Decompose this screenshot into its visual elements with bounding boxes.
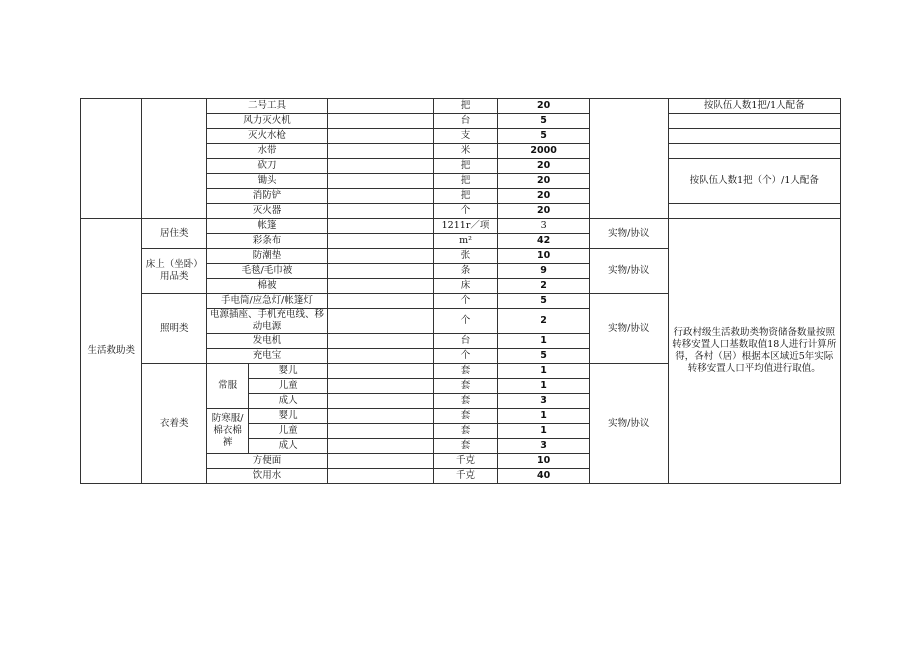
item-qty: 2 (498, 279, 590, 294)
item-name: 儿童 (249, 379, 328, 394)
item-name: 婴儿 (249, 364, 328, 379)
item-name: 儿童 (249, 424, 328, 439)
item-unit: 个 (433, 294, 498, 309)
subcategory-label: 居住类 (142, 219, 207, 249)
supply-method: 实物/协议 (589, 364, 668, 484)
item-unit: 米 (433, 144, 498, 159)
item-name: 婴儿 (249, 409, 328, 424)
spec-cell (327, 99, 433, 114)
item-name: 毛毯/毛巾被 (206, 264, 327, 279)
item-name: 灭火器 (206, 204, 327, 219)
item-unit: m² (433, 234, 498, 249)
subcategory-label: 衣着类 (142, 364, 207, 484)
item-qty: 10 (498, 249, 590, 264)
spec-cell (327, 249, 433, 264)
item-unit: 千克 (433, 469, 498, 484)
group-label: 防寒服/棉衣棉裤 (206, 409, 248, 454)
spec-cell (327, 144, 433, 159)
item-qty: 3 (498, 439, 590, 454)
item-name: 手电筒/应急灯/帐篷灯 (206, 294, 327, 309)
tool-note: 按队伍人数1把/1人配备 (668, 99, 840, 114)
item-qty: 20 (498, 204, 590, 219)
item-qty: 20 (498, 174, 590, 189)
item-unit: 把 (433, 99, 498, 114)
item-qty: 42 (498, 234, 590, 249)
item-qty: 1 (498, 364, 590, 379)
category-cell-empty (81, 99, 142, 219)
item-name: 消防铲 (206, 189, 327, 204)
item-qty: 5 (498, 349, 590, 364)
tool-note: 按队伍人数1把（个）/1人配备 (668, 159, 840, 204)
method-cell-empty (589, 99, 668, 219)
item-qty: 5 (498, 294, 590, 309)
item-name: 水带 (206, 144, 327, 159)
note-cell-empty (668, 129, 840, 144)
item-unit: 台 (433, 114, 498, 129)
note-cell-empty (668, 204, 840, 219)
item-qty: 20 (498, 99, 590, 114)
item-qty: 1 (498, 334, 590, 349)
item-unit: 套 (433, 394, 498, 409)
item-qty: 3 (498, 394, 590, 409)
item-unit: 支 (433, 129, 498, 144)
relief-note: 行政村级生活救助类物资储备数量按照转移安置人口基数取值18人进行计算所得，各村（居）根据本区域近5年实际转移安置人口平均值进行取值。 (668, 219, 840, 484)
item-unit: 套 (433, 364, 498, 379)
spec-cell (327, 159, 433, 174)
supply-method: 实物/协议 (589, 249, 668, 294)
item-qty: 3 (498, 219, 590, 234)
spec-cell (327, 264, 433, 279)
item-qty: 1 (498, 379, 590, 394)
spec-cell (327, 349, 433, 364)
spec-cell (327, 394, 433, 409)
item-unit: 条 (433, 264, 498, 279)
item-name: 帐篷 (206, 219, 327, 234)
note-cell-empty (668, 114, 840, 129)
item-unit: 1211r／项 (433, 219, 498, 234)
spec-cell (327, 174, 433, 189)
item-name: 发电机 (206, 334, 327, 349)
item-unit: 千克 (433, 454, 498, 469)
item-unit: 个 (433, 204, 498, 219)
item-unit: 把 (433, 174, 498, 189)
item-qty: 5 (498, 129, 590, 144)
item-name: 电源插座、手机充电线、移动电源 (206, 309, 327, 334)
spec-cell (327, 114, 433, 129)
item-name: 防潮垫 (206, 249, 327, 264)
item-unit: 个 (433, 309, 498, 334)
item-qty: 10 (498, 454, 590, 469)
item-qty: 20 (498, 159, 590, 174)
spec-cell (327, 409, 433, 424)
item-qty: 9 (498, 264, 590, 279)
group-label: 常服 (206, 364, 248, 409)
note-cell-empty (668, 144, 840, 159)
item-qty: 1 (498, 409, 590, 424)
category-label: 生活救助类 (81, 219, 142, 484)
spec-cell (327, 439, 433, 454)
item-name: 灭火水枪 (206, 129, 327, 144)
spec-cell (327, 234, 433, 249)
spec-cell (327, 334, 433, 349)
item-unit: 套 (433, 409, 498, 424)
item-name: 砍刀 (206, 159, 327, 174)
item-name: 风力灭火机 (206, 114, 327, 129)
spec-cell (327, 309, 433, 334)
item-qty: 2000 (498, 144, 590, 159)
supplies-table (80, 98, 841, 484)
item-unit: 床 (433, 279, 498, 294)
item-name: 棉被 (206, 279, 327, 294)
item-unit: 套 (433, 379, 498, 394)
item-qty: 2 (498, 309, 590, 334)
item-qty: 40 (498, 469, 590, 484)
item-name: 成人 (249, 394, 328, 409)
subcategory-cell-empty (142, 99, 207, 219)
item-qty: 1 (498, 424, 590, 439)
spec-cell (327, 129, 433, 144)
supply-method: 实物/协议 (589, 219, 668, 249)
spec-cell (327, 219, 433, 234)
subcategory-label: 床上（坐卧）用品类 (142, 249, 207, 294)
item-name: 彩条布 (206, 234, 327, 249)
item-unit: 套 (433, 439, 498, 454)
item-name: 二号工具 (206, 99, 327, 114)
spec-cell (327, 189, 433, 204)
item-name: 饮用水 (206, 469, 327, 484)
supply-method: 实物/协议 (589, 294, 668, 364)
item-unit: 个 (433, 349, 498, 364)
spec-cell (327, 379, 433, 394)
item-qty: 20 (498, 189, 590, 204)
item-name: 成人 (249, 439, 328, 454)
table-row (81, 219, 841, 234)
spec-cell (327, 364, 433, 379)
item-name: 充电宝 (206, 349, 327, 364)
item-unit: 台 (433, 334, 498, 349)
item-name: 方便面 (206, 454, 327, 469)
spec-cell (327, 279, 433, 294)
item-unit: 套 (433, 424, 498, 439)
spec-cell (327, 469, 433, 484)
spec-cell (327, 204, 433, 219)
table-row (81, 99, 841, 114)
item-unit: 把 (433, 189, 498, 204)
subcategory-label: 照明类 (142, 294, 207, 364)
item-unit: 张 (433, 249, 498, 264)
spec-cell (327, 424, 433, 439)
item-unit: 把 (433, 159, 498, 174)
item-qty: 5 (498, 114, 590, 129)
spec-cell (327, 294, 433, 309)
item-name: 锄头 (206, 174, 327, 189)
spec-cell (327, 454, 433, 469)
